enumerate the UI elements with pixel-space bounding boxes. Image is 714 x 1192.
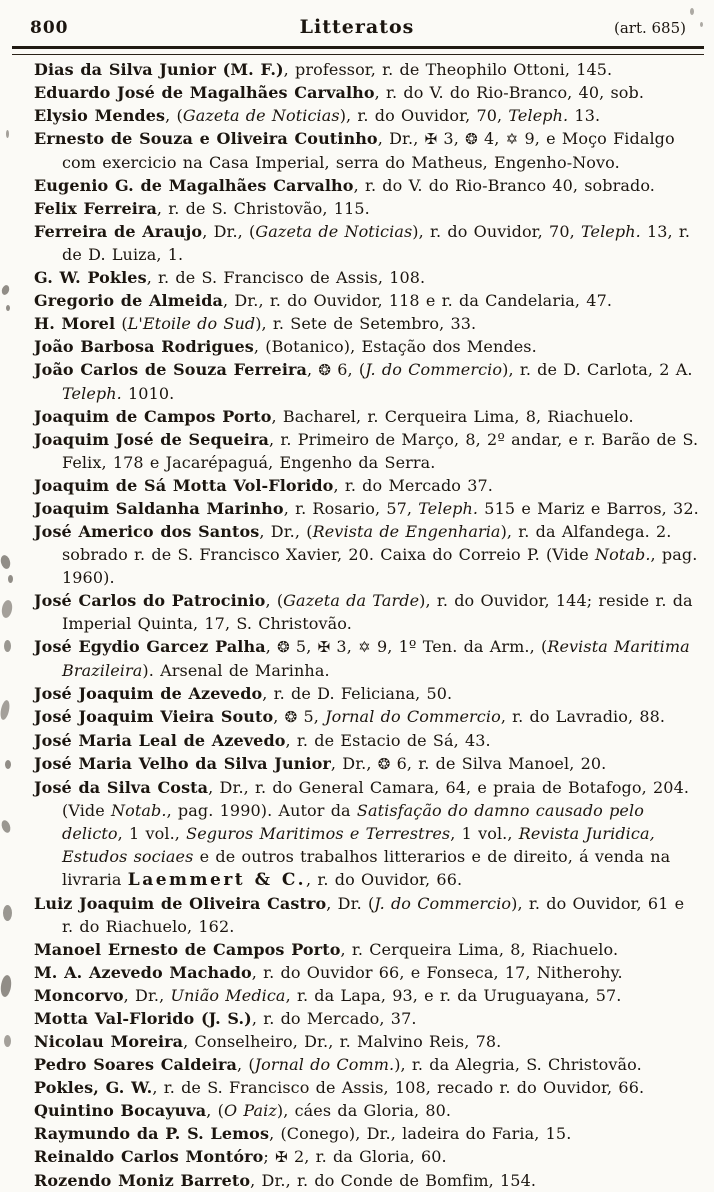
entry-text: , Dr., r. do General Camara, 64, e praia de Botafogo, 204. (Vide [62, 778, 690, 820]
entry-text: Pokles, G. W. [34, 1078, 153, 1097]
entry-text: José Joaquim de Azevedo [34, 684, 263, 703]
entry-text: J. do Commercio [365, 360, 503, 379]
directory-entry [34, 81, 700, 104]
directory-entry [34, 892, 700, 938]
entry-text: , professor, r. de Theophilo Ottoni, 145. [283, 60, 613, 79]
entry-text: José Maria Leal de Azevedo [34, 731, 286, 750]
entry-text: Joaquim Saldanha Marinho [34, 499, 284, 518]
directory-entry [34, 289, 700, 312]
entry-text: 6, r. de Silva Manoel, 20. [390, 754, 607, 773]
entry-text: União Medica [170, 986, 286, 1005]
entry-text: ), r. da Alegria, S. Christovão. [394, 1055, 642, 1074]
entry-text: , Bacharel, r. Cerqueira Lima, 8, Riachuelo. [271, 407, 634, 426]
rosette-medal-icon: ❂ [377, 755, 391, 773]
entry-text: , Dr., r. do Ouvidor, 118 e r. da Candelaria, 47. [222, 291, 613, 310]
entry-text: ), r. do Ouvidor, 70, [412, 222, 581, 241]
directory-entry [34, 127, 700, 174]
entry-text: , Dr., ( [259, 522, 313, 541]
entry-text: ), r. do Ouvidor, 70, [339, 106, 509, 125]
entry-text: Gregorio de Almeida [34, 291, 223, 310]
entry-text: ). Arsenal de Marinha. [142, 661, 330, 680]
directory-entry [34, 1169, 700, 1192]
directory-entry [34, 58, 700, 81]
entry-text: , pag. 1990). Autor da [166, 801, 357, 820]
entry-text: , r. do Ouvidor 66, e Fonseca, 17, Nitherohy. [251, 963, 623, 982]
entry-text: Raymundo da P. S. Lemos [34, 1124, 270, 1143]
directory-entry [34, 428, 700, 474]
entry-text: Revista de Engenharia [312, 522, 501, 541]
entry-text: Laemmert & C. [127, 870, 306, 890]
entry-text: , Dr., ( [202, 222, 256, 241]
entry-text: , r. do Mercado 37. [333, 476, 493, 495]
entry-text: , (Botanico), Estação dos Mendes. [253, 337, 537, 356]
entry-text: Gazeta de Noticias [255, 222, 413, 241]
entry-text: Teleph. [62, 384, 122, 403]
directory-entry [34, 635, 700, 682]
hexagram-star-icon: ✡ [358, 638, 371, 656]
scan-speckle [6, 305, 10, 311]
entry-text: Seguros Maritimos e Terrestres [186, 824, 451, 843]
entry-text: , (Conego), Dr., ladeira do Faria, 15. [269, 1124, 572, 1143]
entry-text: Felix Ferreira [34, 199, 157, 218]
scan-speckle [690, 8, 694, 15]
scan-speckle [4, 640, 11, 652]
entry-text: 3, [437, 129, 466, 148]
maltese-cross-icon: ✠ [424, 130, 438, 148]
entry-text: Joaquim de Campos Porto [34, 407, 272, 426]
entry-text: Manoel Ernesto de Campos Porto [34, 940, 341, 959]
entry-text: Nicolau Moreira [34, 1032, 184, 1051]
entry-text: 13. [568, 106, 601, 125]
directory-entry [34, 776, 700, 892]
directory-entry [34, 589, 700, 635]
entry-text: Dias da Silva Junior (M. F.) [34, 60, 284, 79]
entry-text: Ernesto de Souza e Oliveira Coutinho [34, 129, 378, 148]
entry-text: ), r. da Alfandega. 2. sobrado r. de S. Francisco Xavier, 20. Caixa do Correio P. (Vide [62, 522, 672, 564]
directory-entry [34, 1122, 700, 1145]
directory-entry [34, 220, 700, 266]
directory-entry [34, 104, 700, 127]
entry-text: Teleph. [580, 222, 641, 241]
entry-text: José Maria Velho da Silva Junior [34, 754, 331, 773]
entry-text: , [265, 637, 278, 656]
directory-entry [34, 312, 700, 335]
entry-text: , r. do Ouvidor, 66. [306, 870, 463, 889]
entry-text: Joaquim José de Sequeira [34, 430, 269, 449]
entry-text: , [307, 360, 319, 379]
entry-text: , r. do V. do Rio-Branco 40, sobrado. [353, 176, 655, 195]
entry-text: José Carlos do Patrocinio [34, 591, 266, 610]
entry-text: , r. de Estacio de Sá, 43. [285, 731, 491, 750]
entry-text: e de outros trabalhos litterarios e de direito, á venda na livraria [62, 847, 671, 889]
entry-text: , 1 vol., [117, 824, 187, 843]
entry-text: ; [263, 1147, 276, 1166]
entry-text: , r. do Mercado, 37. [251, 1009, 417, 1028]
entry-text: , Dr., [123, 986, 171, 1005]
entry-text: J. do Commercio [374, 894, 512, 913]
entry-text: José da Silva Costa [34, 778, 209, 797]
entry-text: , r. do Lavradio, 88. [500, 707, 666, 726]
entry-text: Reinaldo Carlos Montóro [34, 1147, 264, 1166]
directory-entry [34, 1076, 700, 1099]
entry-text: , r. de D. Feliciana, 50. [262, 684, 453, 703]
scan-speckle [4, 1035, 11, 1047]
directory-entry [34, 961, 700, 984]
article-reference: (art. 685) [613, 19, 686, 37]
entry-text: Teleph. [418, 499, 479, 518]
header-rule [12, 46, 704, 55]
entry-text: 9, 1º Ten. da Arm., ( [370, 637, 548, 656]
directory-entry [34, 682, 700, 705]
entry-text: Moncorvo [34, 986, 124, 1005]
directory-entry [34, 335, 700, 358]
entry-text: 13, r. de D. Luiza, 1. [62, 222, 691, 264]
entry-text: Ferreira de Araujo [34, 222, 203, 241]
rosette-medal-icon: ❂ [465, 130, 478, 148]
entry-text: ), r. Sete de Setembro, 33. [255, 314, 477, 333]
directory-entry [34, 520, 700, 589]
rosette-medal-icon: ❂ [277, 638, 290, 656]
entry-text: , [273, 707, 285, 726]
entry-text: , r. do V. do Rio-Branco, 40, sob. [374, 83, 645, 102]
entry-text: Notab. [594, 545, 651, 564]
directory-entry [34, 497, 700, 520]
scan-speckle [8, 575, 13, 583]
entry-text: H. Morel [34, 314, 116, 333]
entry-text: O Paiz [223, 1101, 277, 1120]
scan-speckle [5, 760, 11, 769]
directory-entry [34, 405, 700, 428]
entry-text: Jornal do Commercio [325, 707, 501, 726]
entry-text: Eduardo José de Magalhães Carvalho [34, 83, 375, 102]
entry-text: , 1 vol., [450, 824, 519, 843]
entry-text: José Americo dos Santos [34, 522, 260, 541]
entry-text: Gazeta de Noticias [182, 106, 340, 125]
directory-entry [34, 174, 700, 197]
entry-text: 2, r. da Gloria, 60. [287, 1147, 447, 1166]
entry-text: Quintino Bocayuva [34, 1101, 207, 1120]
entry-text: , ( [165, 106, 183, 125]
entry-text: , r. da Lapa, 93, e r. da Uruguayana, 57. [285, 986, 622, 1005]
entry-text: , r. Rosario, 57, [283, 499, 419, 518]
entry-text: Motta Val-Florido (J. S.) [34, 1009, 252, 1028]
entry-text: Teleph. [508, 106, 569, 125]
page-number: 800 [30, 18, 69, 38]
entry-text: , Dr., [330, 754, 378, 773]
entry-text: 6, ( [331, 360, 366, 379]
entry-text: , r. de S. Francisco de Assis, 108. [146, 268, 426, 287]
directory-entry [34, 1007, 700, 1030]
entry-text: Revista Juridica, Estudos sociaes [62, 824, 655, 866]
page-title: Litteratos [299, 16, 415, 38]
entry-text: Eugenio G. de Magalhães Carvalho [34, 176, 354, 195]
rosette-medal-icon: ❂ [284, 708, 298, 726]
directory-entry [34, 474, 700, 497]
entry-text: Joaquim de Sá Motta Vol-Florido [34, 476, 334, 495]
entry-text: Notab. [111, 801, 167, 820]
entry-text: Revista Maritima Brazileira [62, 637, 690, 680]
entry-text: Rozendo Moniz Barreto [34, 1171, 251, 1190]
entry-text: ), r. de D. Carlota, 2 A. [502, 360, 693, 379]
entry-text: 5, [297, 707, 326, 726]
entry-text: , Dr., [377, 129, 425, 148]
entry-text: Pedro Soares Caldeira [34, 1055, 237, 1074]
entry-text: Elysio Mendes [34, 106, 166, 125]
directory-entry [34, 1145, 700, 1169]
entry-text: , ( [265, 591, 284, 610]
entry-text: , ( [206, 1101, 224, 1120]
entry-text: 1010. [121, 384, 175, 403]
entry-text: M. A. Azevedo Machado [34, 963, 252, 982]
directory-entry [34, 752, 700, 776]
scan-speckle [3, 905, 12, 921]
entry-text: ( [115, 314, 128, 333]
entry-text: ), r. do Ouvidor, 144; reside r. da Imperial Quinta, 17, S. Christovão. [62, 591, 693, 633]
directory-entry [34, 1053, 700, 1076]
directory-entry [34, 729, 700, 752]
entry-text: 4, [477, 129, 506, 148]
entry-text: ), r. do Ouvidor, 61 e r. do Riachuelo, 162. [62, 894, 685, 936]
scan-speckle [700, 22, 703, 27]
entry-text: 515 e Mariz e Barros, 32. [478, 499, 699, 518]
entry-text: , Dr., r. do Conde de Bomfim, 154. [250, 1171, 537, 1190]
entry-text: João Carlos de Souza Ferreira [34, 360, 308, 379]
entry-text: Luiz Joaquim de Oliveira Castro [34, 894, 327, 913]
hexagram-star-icon: ✡ [505, 130, 519, 148]
entry-text: L'Etoile do Sud [127, 314, 256, 333]
maltese-cross-icon: ✠ [317, 638, 331, 656]
entry-text: , ( [236, 1055, 255, 1074]
entry-text: , pag. 1960). [62, 545, 698, 587]
rosette-medal-icon: ❂ [318, 361, 332, 379]
entry-text: , r. de S. Christovão, 115. [156, 199, 370, 218]
entry-text: , Dr. ( [326, 894, 375, 913]
directory-entry [34, 938, 700, 961]
maltese-cross-icon: ✠ [275, 1148, 288, 1166]
entry-text: João Barbosa Rodrigues [34, 337, 254, 356]
directory-entry [34, 358, 700, 405]
entry-text: , r. Primeiro de Março, 8, 2º andar, e r. Barão de S. Felix, 178 e Jacarépaguá, Engenho da Serra. [62, 430, 699, 472]
entry-text: 3, [330, 637, 359, 656]
entry-text: 5, [289, 637, 318, 656]
entry-text: , r. de S. Francisco de Assis, 108, recado r. do Ouvidor, 66. [152, 1078, 645, 1097]
directory-entry [34, 1030, 700, 1053]
directory-entry [34, 705, 700, 729]
directory-entry [34, 197, 700, 220]
entry-text: Jornal do Comm. [254, 1055, 395, 1074]
page-header [0, 16, 714, 42]
directory-entry [34, 266, 700, 289]
entry-text: Satisfação do damno causado pelo delicto [62, 801, 644, 843]
entry-text: ), cáes da Gloria, 80. [276, 1101, 452, 1120]
entry-text: , r. Cerqueira Lima, 8, Riachuelo. [340, 940, 619, 959]
entry-text: 9, e Moço Fidalgo com exercicio na Casa Imperial, serra do Matheus, Engenho-Novo. [62, 129, 675, 172]
entry-text: José Joaquim Vieira Souto [34, 707, 274, 726]
directory-entry [34, 1099, 700, 1122]
entry-text: Gazeta da Tarde [283, 591, 420, 610]
entry-text: José Egydio Garcez Palha [34, 637, 266, 656]
entry-list [0, 58, 714, 1192]
directory-entry [34, 984, 700, 1007]
scan-speckle [6, 130, 9, 138]
entry-text: , Conselheiro, Dr., r. Malvino Reis, 78. [183, 1032, 502, 1051]
entry-text: G. W. Pokles [34, 268, 147, 287]
